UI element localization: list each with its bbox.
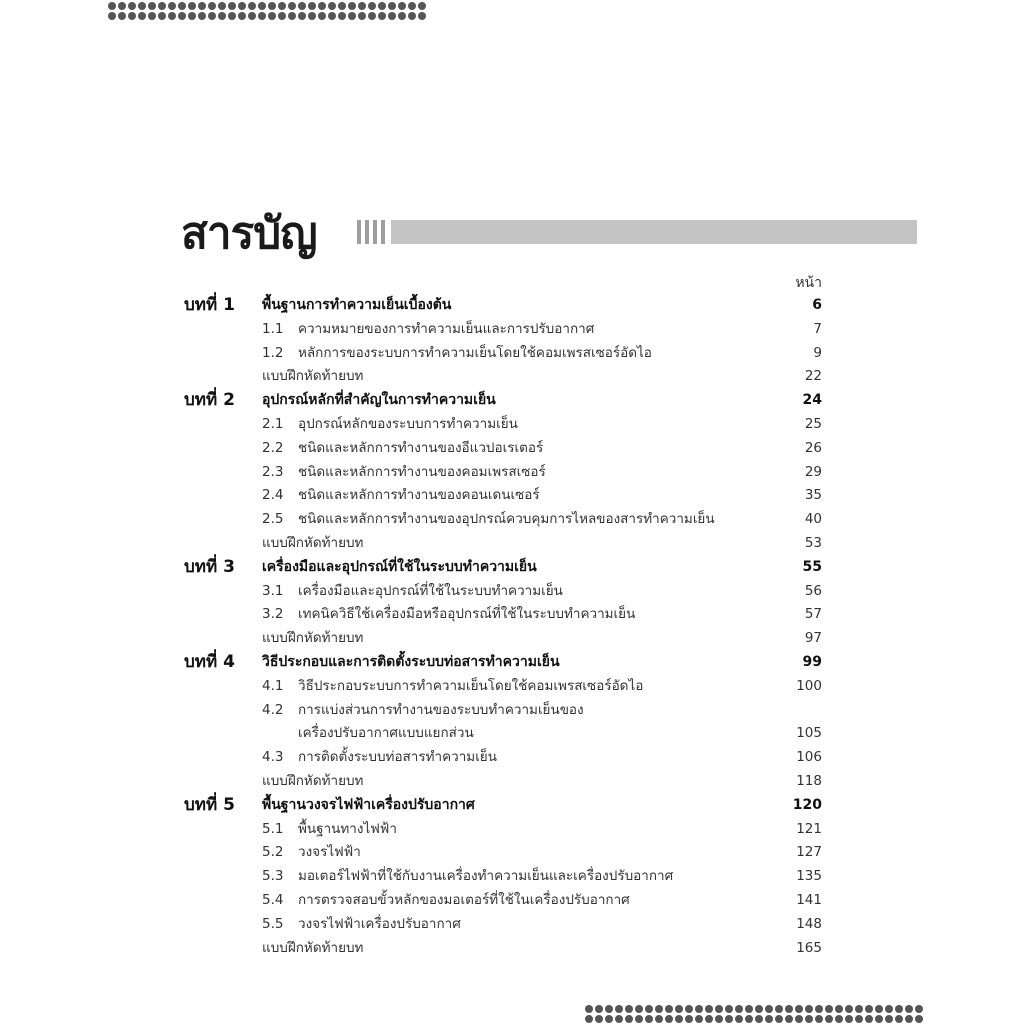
dot (835, 1005, 843, 1013)
dot (665, 1015, 673, 1023)
dot (318, 12, 326, 20)
section-title: วงจรไฟฟ้า (298, 844, 361, 861)
dot (298, 12, 306, 20)
section-number: 2.3 (262, 463, 284, 480)
dot (725, 1005, 733, 1013)
dot (268, 12, 276, 20)
section-number: 4.1 (262, 677, 284, 694)
dot (615, 1005, 623, 1013)
dot (128, 12, 136, 20)
dot (815, 1015, 823, 1023)
dot (895, 1005, 903, 1013)
dot (915, 1005, 923, 1013)
section-title: ความหมายของการทำความเย็นและการปรับอากาศ (298, 320, 595, 337)
dot (338, 12, 346, 20)
dot (278, 2, 286, 10)
dot (228, 2, 236, 10)
chapter-page-number: 120 (792, 796, 822, 813)
dot (645, 1005, 653, 1013)
exercise-page-number: 97 (804, 630, 822, 647)
dot (915, 1015, 923, 1023)
section-page-number: 40 (804, 511, 822, 528)
dot (595, 1015, 603, 1023)
chapter-page-number: 55 (802, 558, 822, 575)
section-page-number: 57 (804, 606, 822, 623)
chapter-label: บทที่ 1 (184, 295, 235, 315)
dot (805, 1005, 813, 1013)
dot (188, 2, 196, 10)
section-title: เทคนิควิธีใช้เครื่องมือหรืออุปกรณ์ที่ใช้ในระบบทำความเย็น (298, 606, 636, 623)
exercise-title: แบบฝึกหัดท้ายบท (262, 630, 364, 647)
dot (775, 1005, 783, 1013)
dot (905, 1005, 913, 1013)
dot (845, 1005, 853, 1013)
chapter-title: เครื่องมือและอุปกรณ์ที่ใช้ในระบบทำความเย็น (262, 558, 537, 575)
dot (885, 1015, 893, 1023)
section-number: 5.5 (262, 915, 284, 932)
chapter-title: อุปกรณ์หลักที่สำคัญในการทำความเย็น (262, 392, 496, 409)
dot (605, 1015, 613, 1023)
chapter-label: บทที่ 3 (184, 556, 235, 577)
dot (825, 1015, 833, 1023)
dot (318, 2, 326, 10)
dot (765, 1005, 773, 1013)
dot (825, 1005, 833, 1013)
dot (675, 1005, 683, 1013)
section-title: ชนิดและหลักการทำงานของคอนเดนเซอร์ (298, 487, 540, 504)
dot (835, 1015, 843, 1023)
decorative-dots-bottom (583, 1003, 923, 1023)
dot (368, 12, 376, 20)
dot (635, 1005, 643, 1013)
section-page-number: 105 (796, 725, 822, 742)
dot (138, 2, 146, 10)
dot (288, 12, 296, 20)
page-column-header: หน้า (795, 275, 822, 291)
dot (208, 12, 216, 20)
dot (298, 2, 306, 10)
dot (258, 2, 266, 10)
exercise-page-number: 53 (804, 535, 822, 551)
dot (148, 2, 156, 10)
dot (675, 1015, 683, 1023)
dot (408, 2, 416, 10)
dot (358, 2, 366, 10)
dot (418, 12, 426, 20)
dot (218, 2, 226, 10)
section-title: ชนิดและหลักการทำงานของอุปกรณ์ควบคุมการไหลของสารทำความเย็น (298, 511, 715, 528)
dot (615, 1015, 623, 1023)
exercise-page-number: 165 (796, 939, 822, 956)
section-number: 1.2 (262, 344, 284, 361)
dot (735, 1015, 743, 1023)
dot (705, 1015, 713, 1023)
section-title: วงจรไฟฟ้าเครื่องปรับอากาศ (298, 915, 461, 932)
dot (875, 1015, 883, 1023)
section-number: 4.2 (262, 701, 284, 718)
exercise-page-number: 22 (804, 368, 822, 385)
dot (368, 2, 376, 10)
dot (408, 12, 416, 20)
chapter-page-number: 24 (802, 392, 822, 409)
section-number: 5.2 (262, 844, 284, 861)
dot (418, 2, 426, 10)
chapter-page-number: 6 (812, 297, 822, 313)
dot (775, 1015, 783, 1023)
dot (398, 2, 406, 10)
dot (655, 1005, 663, 1013)
dot (158, 12, 166, 20)
dot (885, 1005, 893, 1013)
section-title: วิธีประกอบระบบการทำความเย็นโดยใช้คอมเพรสเซอร์อัดไอ (298, 677, 644, 694)
dot (248, 2, 256, 10)
page-title: สารบัญ (181, 208, 317, 259)
dot (128, 2, 136, 10)
dot (358, 12, 366, 20)
section-page-number: 25 (804, 416, 822, 432)
section-number: 3.1 (262, 582, 284, 599)
dot (845, 1015, 853, 1023)
dot (118, 2, 126, 10)
dot (108, 12, 116, 20)
chapter-title: พื้นฐานวงจรไฟฟ้าเครื่องปรับอากาศ (262, 796, 475, 813)
dot (625, 1015, 633, 1023)
dot (168, 12, 176, 20)
chapter-label: บทที่ 5 (184, 794, 235, 815)
chapter-label: บทที่ 4 (184, 652, 235, 672)
dot (745, 1015, 753, 1023)
dot (655, 1015, 663, 1023)
section-title: การแบ่งส่วนการทำงานของระบบทำความเย็นของ (298, 701, 584, 718)
dot (895, 1015, 903, 1023)
dot (198, 12, 206, 20)
section-number: 3.2 (262, 606, 284, 623)
section-page-number: 29 (804, 463, 822, 480)
dot (388, 2, 396, 10)
title-decoration-band (391, 220, 917, 244)
section-number: 2.5 (262, 511, 284, 528)
section-number: 5.4 (262, 892, 284, 908)
dot (905, 1015, 913, 1023)
dot (785, 1015, 793, 1023)
dot (715, 1015, 723, 1023)
dot (228, 12, 236, 20)
dot (865, 1015, 873, 1023)
dot (138, 12, 146, 20)
chapter-page-number: 99 (802, 654, 822, 670)
dot (755, 1005, 763, 1013)
section-title: ชนิดและหลักการทำงานของอีแวปอเรเตอร์ (298, 439, 544, 456)
dot (705, 1005, 713, 1013)
dot (148, 12, 156, 20)
dot (695, 1015, 703, 1023)
dot (198, 2, 206, 10)
dot (725, 1015, 733, 1023)
section-number: 1.1 (262, 320, 284, 337)
dot (645, 1015, 653, 1023)
exercise-title: แบบฝึกหัดท้ายบท (262, 535, 364, 551)
section-title-continued: เครื่องปรับอากาศแบบแยกส่วน (298, 725, 474, 742)
dot (585, 1015, 593, 1023)
dot (278, 12, 286, 20)
chapter-title: วิธีประกอบและการติดตั้งระบบท่อสารทำความเย็น (262, 654, 560, 670)
dot (815, 1005, 823, 1013)
section-page-number: 127 (796, 844, 822, 861)
dot (865, 1005, 873, 1013)
section-page-number: 35 (804, 487, 822, 504)
section-page-number: 148 (796, 915, 822, 932)
section-page-number: 7 (813, 320, 822, 337)
exercise-title: แบบฝึกหัดท้ายบท (262, 939, 364, 956)
section-number: 2.2 (262, 439, 284, 456)
dot (735, 1005, 743, 1013)
section-number: 2.1 (262, 416, 284, 432)
section-number: 5.1 (262, 820, 284, 837)
dot (785, 1005, 793, 1013)
dot (238, 12, 246, 20)
section-page-number: 141 (796, 892, 822, 908)
dot (855, 1005, 863, 1013)
dot (665, 1005, 673, 1013)
dot (268, 2, 276, 10)
dot (288, 2, 296, 10)
section-title: อุปกรณ์หลักของระบบการทำความเย็น (298, 416, 518, 432)
dot (605, 1005, 613, 1013)
dot (178, 12, 186, 20)
dot (378, 12, 386, 20)
dot (308, 2, 316, 10)
dot (168, 2, 176, 10)
section-number: 4.3 (262, 749, 284, 766)
dot (745, 1005, 753, 1013)
dot (158, 2, 166, 10)
dot (585, 1005, 593, 1013)
section-page-number: 135 (796, 868, 822, 885)
dot (178, 2, 186, 10)
decorative-dots-top (106, 0, 426, 20)
section-title: มอเตอร์ไฟฟ้าที่ใช้กับงานเครื่องทำความเย็นและเครื่องปรับอากาศ (298, 868, 674, 885)
dot (795, 1015, 803, 1023)
dot (855, 1015, 863, 1023)
dot (875, 1005, 883, 1013)
dot (378, 2, 386, 10)
dot (795, 1005, 803, 1013)
section-title: การติดตั้งระบบท่อสารทำความเย็น (298, 749, 497, 766)
section-page-number: 9 (813, 344, 822, 361)
chapter-label: บทที่ 2 (184, 390, 235, 411)
dot (188, 12, 196, 20)
section-title: ชนิดและหลักการทำงานของคอมเพรสเซอร์ (298, 463, 546, 480)
exercise-title: แบบฝึกหัดท้ายบท (262, 368, 364, 385)
section-title: พื้นฐานทางไฟฟ้า (298, 820, 397, 837)
section-number: 5.3 (262, 868, 284, 885)
section-number: 2.4 (262, 487, 284, 504)
chapter-title: พื้นฐานการทำความเย็นเบื้องต้น (262, 297, 452, 313)
dot (715, 1005, 723, 1013)
dot (765, 1015, 773, 1023)
exercise-title: แบบฝึกหัดท้ายบท (262, 773, 364, 789)
dot (348, 12, 356, 20)
section-page-number: 26 (804, 439, 822, 456)
section-page-number: 106 (796, 749, 822, 766)
dot (328, 12, 336, 20)
dot (308, 12, 316, 20)
dot (635, 1015, 643, 1023)
section-page-number: 100 (796, 677, 822, 694)
dot (625, 1005, 633, 1013)
dot (755, 1015, 763, 1023)
dot (218, 12, 226, 20)
dot (248, 12, 256, 20)
dot (695, 1005, 703, 1013)
dot (208, 2, 216, 10)
dot (805, 1015, 813, 1023)
dot (338, 2, 346, 10)
dot (108, 2, 116, 10)
dot (398, 12, 406, 20)
dot (685, 1015, 693, 1023)
dot (238, 2, 246, 10)
section-title: เครื่องมือและอุปกรณ์ที่ใช้ในระบบทำความเย็น (298, 582, 563, 599)
exercise-page-number: 118 (796, 773, 822, 789)
section-title: การตรวจสอบขั้วหลักของมอเตอร์ที่ใช้ในเครื่องปรับอากาศ (298, 892, 630, 908)
dot (258, 12, 266, 20)
dot (348, 2, 356, 10)
title-decoration-bars (357, 220, 389, 244)
dot (595, 1005, 603, 1013)
dot (685, 1005, 693, 1013)
section-page-number: 121 (796, 820, 822, 837)
section-title: หลักการของระบบการทำความเย็นโดยใช้คอมเพรสเซอร์อัดไอ (298, 344, 652, 361)
dot (118, 12, 126, 20)
section-page-number: 56 (804, 582, 822, 599)
dot (328, 2, 336, 10)
dot (388, 12, 396, 20)
